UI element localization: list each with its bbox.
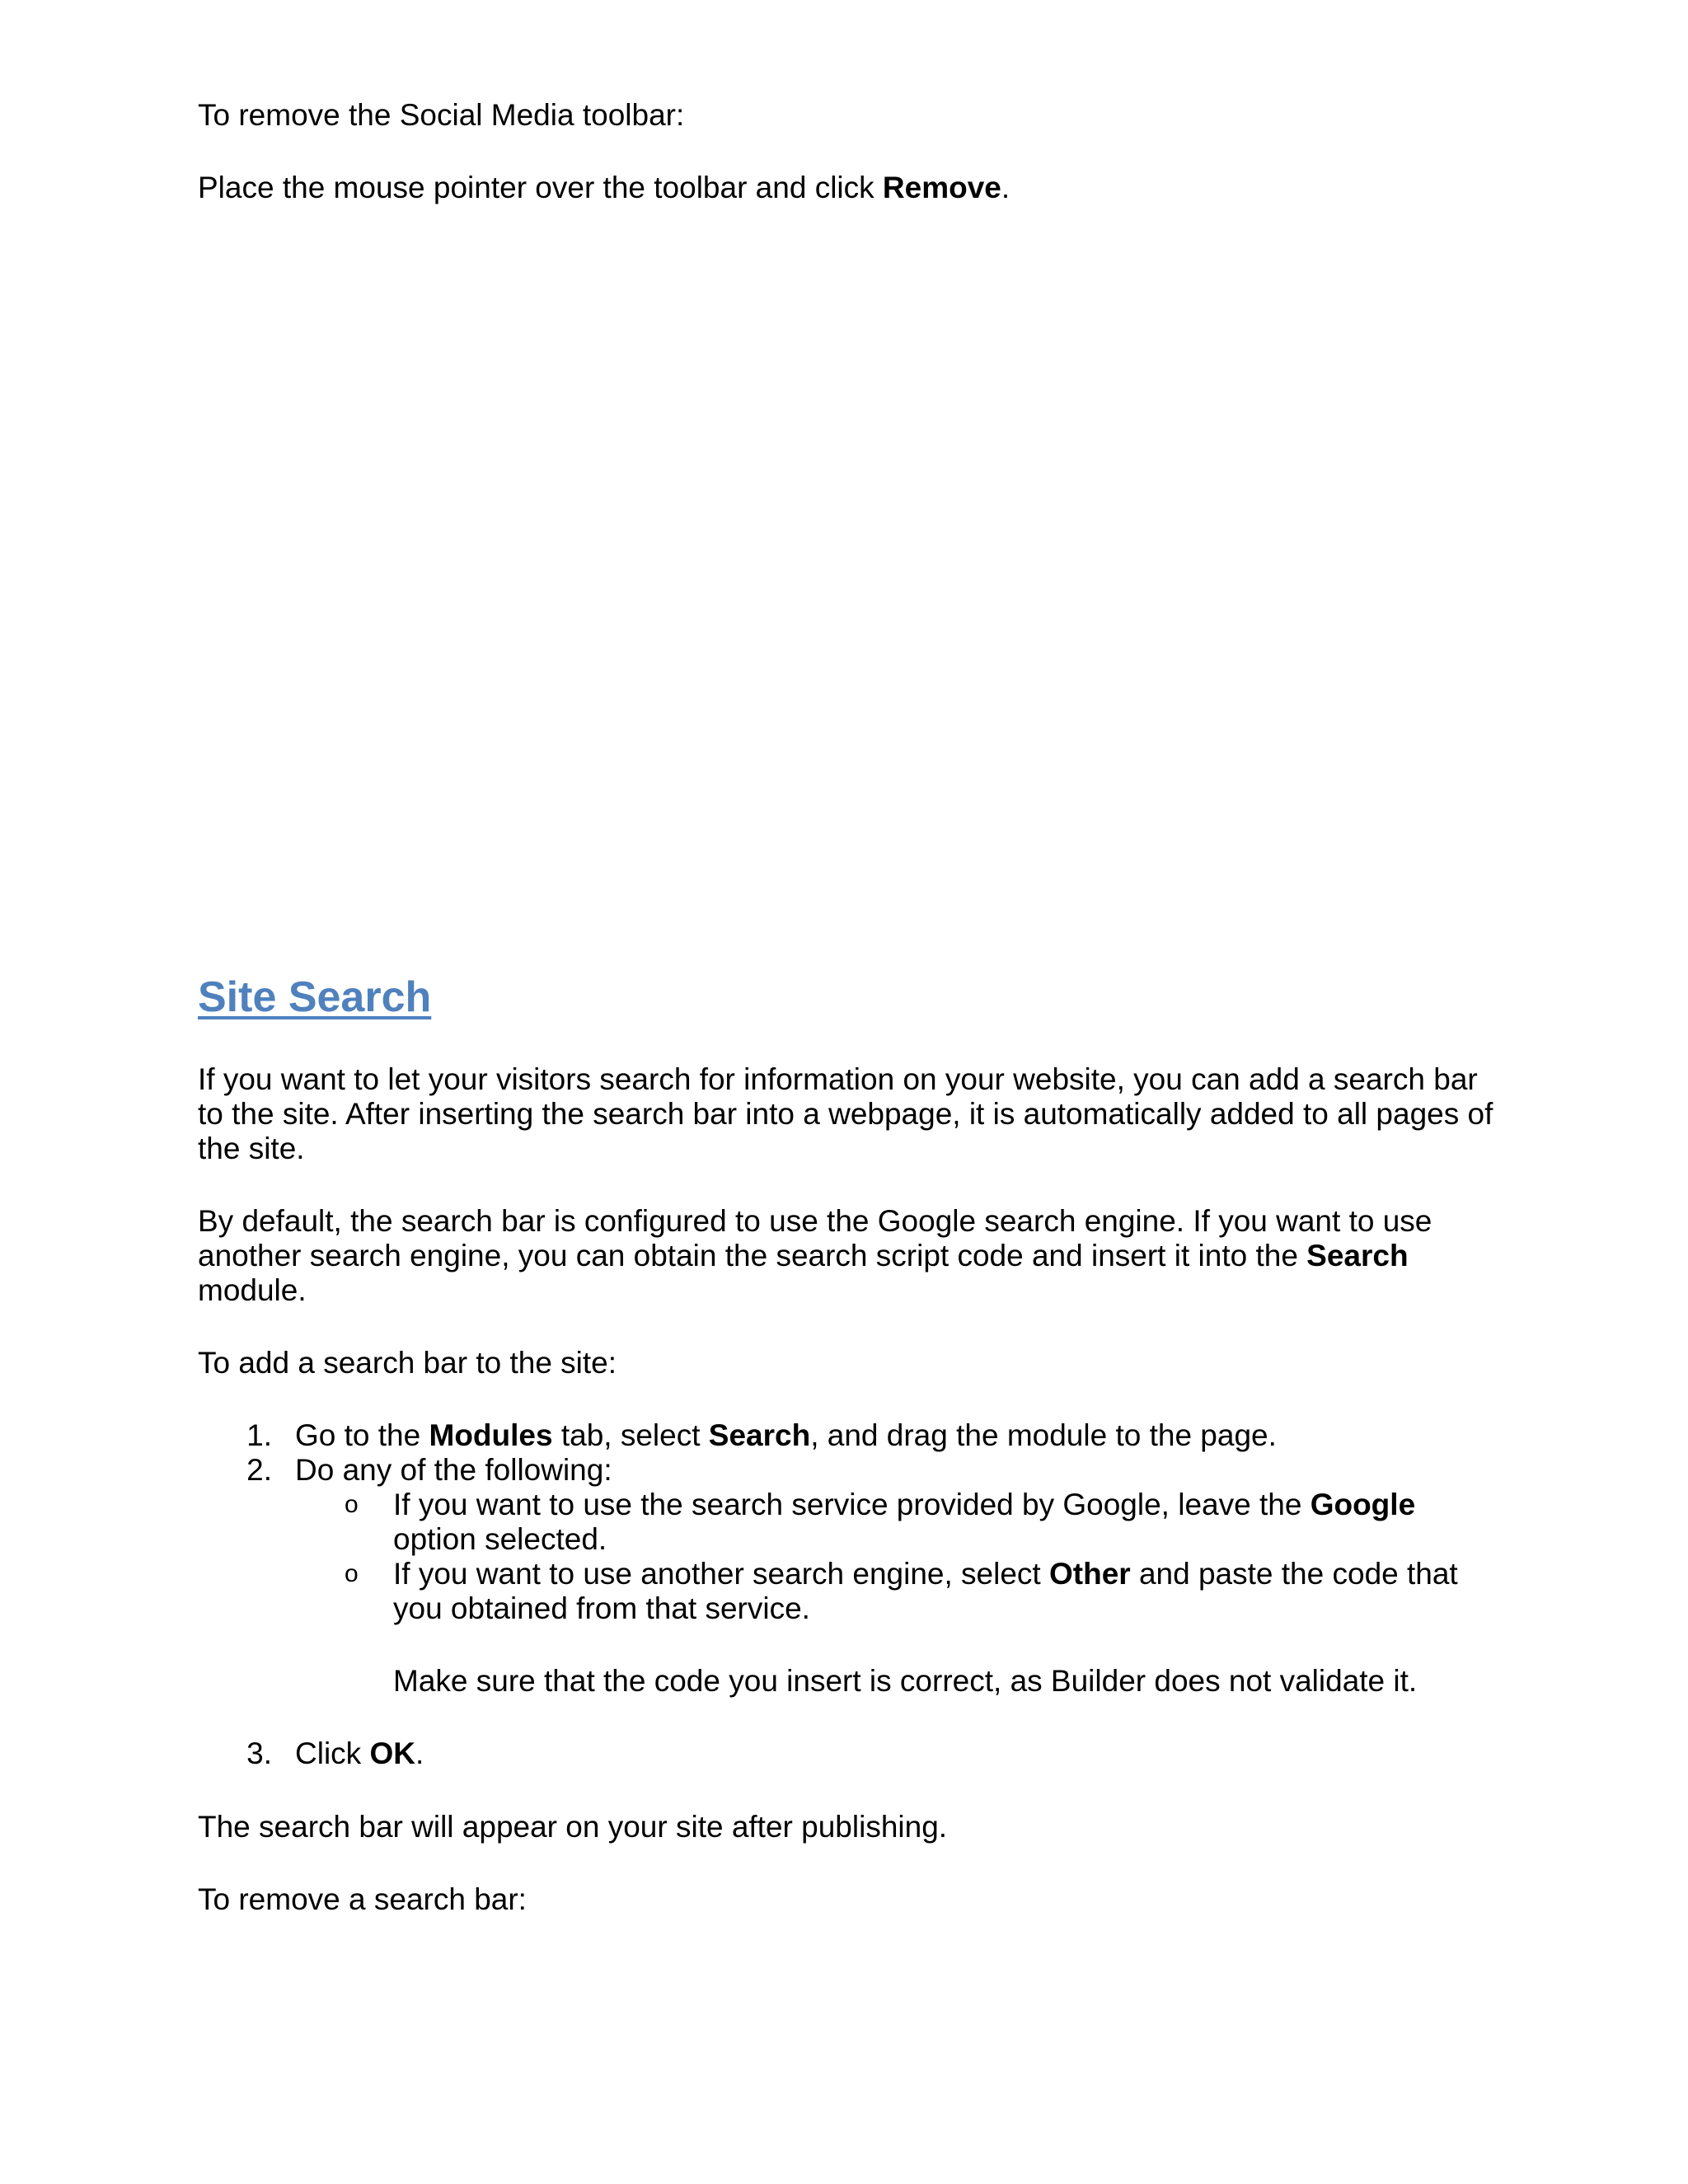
remove-button-label: Remove [882, 171, 1001, 204]
step-1-text: Go to the Modules tab, select Search, and drag the module to the page. [295, 1418, 1277, 1452]
google-option-line-1: If you want to use the search service provided by Google, leave the Google [393, 1488, 1416, 1521]
intro-paragraph-line-3: the site. [198, 1132, 305, 1165]
modules-tab-label: Modules [429, 1418, 553, 1452]
bullet-marker-other: o [345, 1560, 359, 1587]
step-3-text: Click OK. [295, 1736, 424, 1770]
other-option-line-2: you obtained from that service. [393, 1591, 810, 1625]
step-3-number: 3. [246, 1736, 272, 1770]
bullet-marker-google: o [345, 1491, 359, 1518]
step-1-number: 1. [246, 1418, 272, 1452]
remove-toolbar-instruction: Place the mouse pointer over the toolbar and click Remove. [198, 171, 1010, 204]
search-module-label: Search [708, 1418, 811, 1452]
remove-toolbar-heading: To remove the Social Media toolbar: [198, 98, 685, 132]
search-module-label: Search [1306, 1239, 1409, 1272]
google-option-label: Google [1310, 1488, 1416, 1521]
add-search-bar-heading: To add a search bar to the site: [198, 1346, 617, 1380]
site-search-title: Site Search [198, 973, 432, 1021]
intro-paragraph-line-1: If you want to let your visitors search for information on your website, you can add a search bar [198, 1062, 1478, 1096]
default-engine-line-3: module. [198, 1273, 307, 1307]
remove-search-bar-heading: To remove a search bar: [198, 1882, 527, 1916]
default-engine-line-1: By default, the search bar is configured to use the Google search engine. If you want to use [198, 1204, 1432, 1238]
after-publishing-text: The search bar will appear on your site after publishing. [198, 1810, 948, 1844]
validation-note: Make sure that the code you insert is correct, as Builder does not validate it. [393, 1664, 1418, 1698]
google-option-line-2: option selected. [393, 1522, 607, 1556]
other-option-line-1: If you want to use another search engine, select Other and paste the code that [393, 1557, 1458, 1591]
ok-button-label: OK [369, 1736, 415, 1770]
default-engine-line-2: another search engine, you can obtain the search script code and insert it into the Search [198, 1239, 1409, 1272]
other-option-label: Other [1049, 1557, 1131, 1591]
intro-paragraph-line-2: to the site. After inserting the search bar into a webpage, it is automatically added to all pages of [198, 1097, 1493, 1131]
step-2-text: Do any of the following: [295, 1453, 612, 1487]
step-2-number: 2. [246, 1453, 272, 1487]
